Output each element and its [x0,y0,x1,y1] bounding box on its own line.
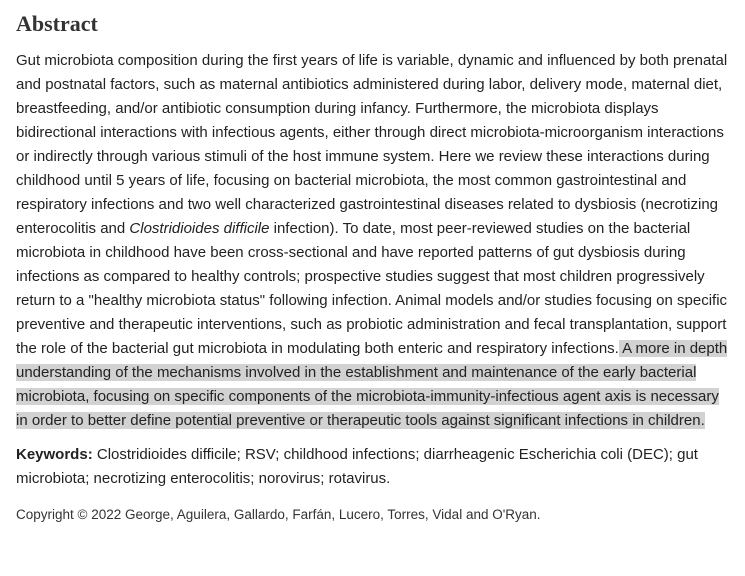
keywords-paragraph [16,443,732,491]
copyright-notice: Copyright © 2022 George, Aguilera, Gallardo, Farfán, Lucero, Torres, Vidal and O'Ryan. [16,507,541,522]
selected-text-highlight[interactable]: A more in depth understanding of the mechanisms involved in the establishment and maintenance of the early bacterial microbiota, focusing on specific components of the microbiota-immunity-infectious agent axis is necessary in order to better define potential preventive or therapeutic tools against significant infections in children. [16,340,728,429]
abstract-paragraph[interactable] [16,49,732,433]
abstract-italic-species: Clostridioides difficile [129,220,270,237]
section-heading: Abstract [16,11,98,36]
keywords-list: Clostridioides difficile; RSV; childhood infections; diarrheagenic Escherichia coli (DEC); gut microbiota; necrotizing enterocolitis; norovirus; rotavirus. [16,446,698,487]
abstract-text-part2: infection). To date, most peer-reviewed studies on the bacterial microbiota in childhood have been cross-sectional and have reported patterns of gut dysbiosis during infections as compared to healthy controls; prospective studies suggest that most children progressively return to a "healthy microbiota status" following infection. Animal models and/or studies focusing on specific preventive and therapeutic interventions, such as probiotic administration and fecal transplantation, support the role of the bacterial gut microbiota in modulating both enteric and respiratory infections. [16,220,728,357]
keywords-label: Keywords: [16,446,93,463]
abstract-text-part1: Gut microbiota composition during the first years of life is variable, dynamic and influenced by both prenatal and postnatal factors, such as maternal antibiotics administered during labor, delivery mode, maternal diet, breastfeeding, and/or antibiotic consumption during infancy. Furthermore, the microbiota displays bidirectional interactions with infectious agents, either through direct microbiota-microorganism interactions or indirectly through various stimuli of the host immune system. Here we review these interactions during childhood until 5 years of life, focusing on bacterial microbiota, the most common gastrointestinal and respiratory infections and two well characterized gastrointestinal diseases related to dysbiosis (necrotizing enterocolitis and [16,52,728,237]
